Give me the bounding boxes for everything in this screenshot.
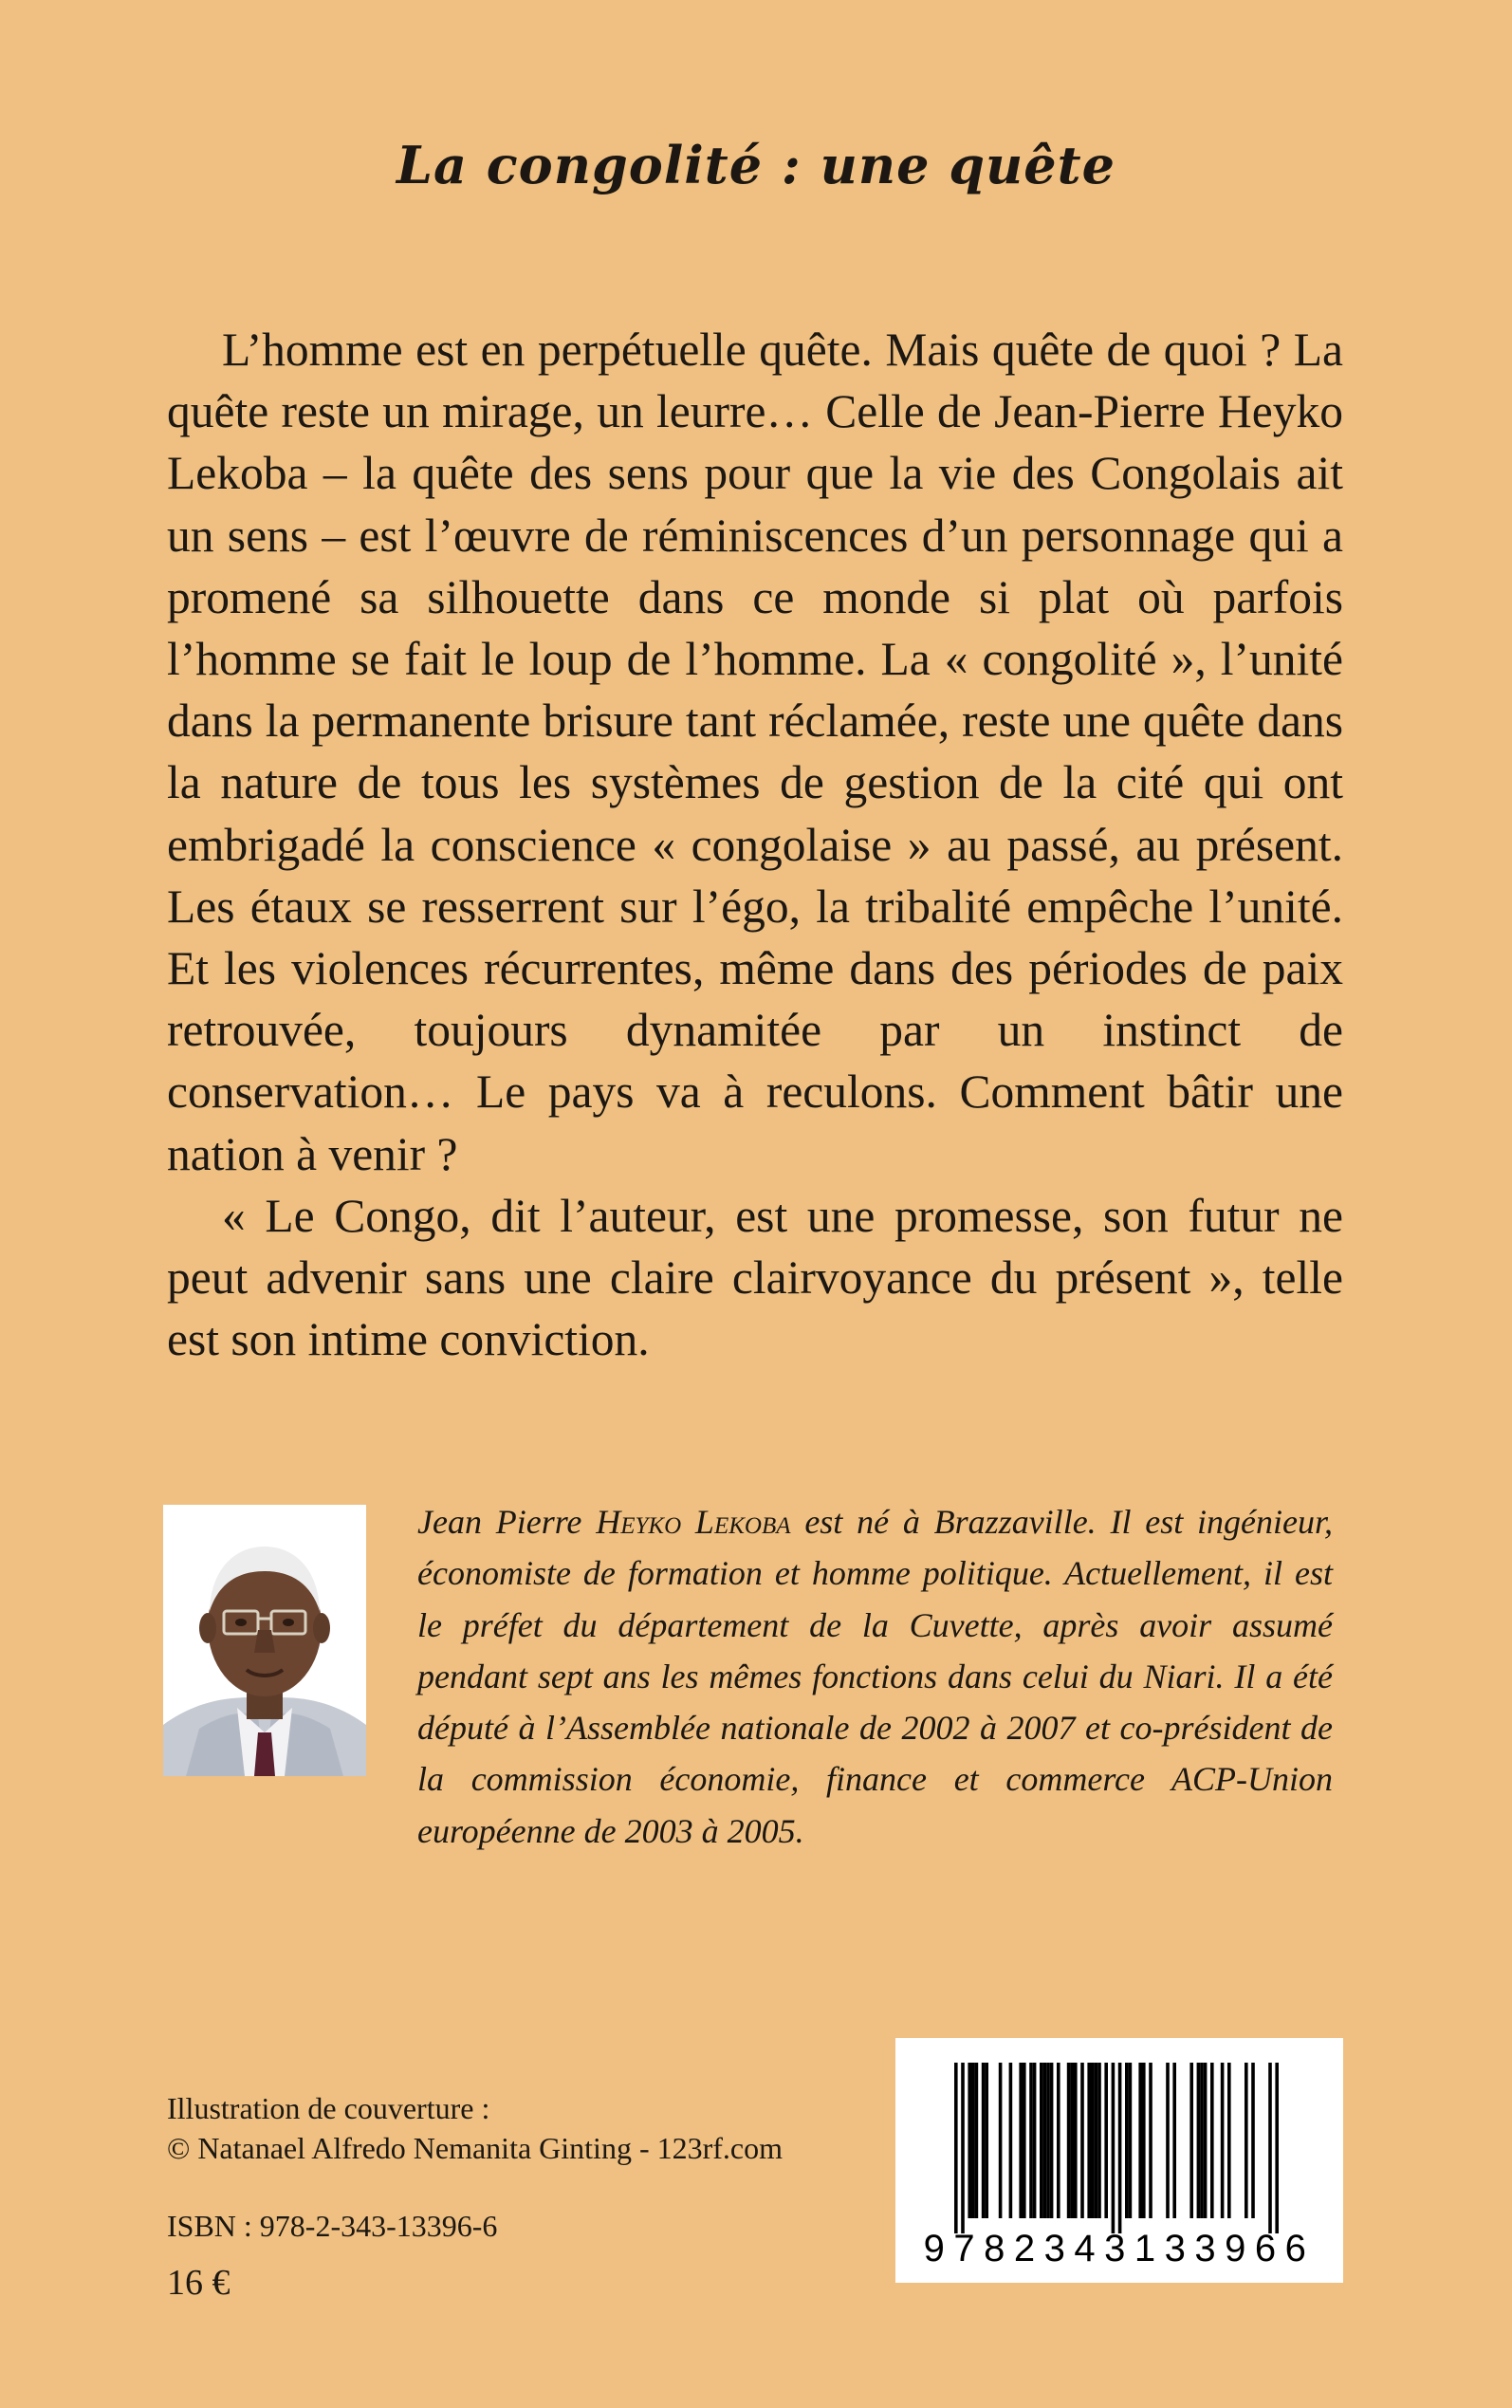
illustration-credit-source: © Natanael Alfredo Nemanita Ginting - 123rf.com: [167, 2131, 783, 2165]
barcode-bar: [1046, 2063, 1050, 2218]
barcode-bar: [1097, 2063, 1101, 2218]
barcode-bar: [1050, 2063, 1054, 2218]
barcode-bar: [982, 2063, 986, 2218]
barcode-bar: [999, 2063, 1003, 2218]
author-last-name: Heyko Lekoba: [596, 1503, 791, 1541]
barcode-bar: [1040, 2063, 1043, 2218]
barcode-bar: [1091, 2063, 1095, 2218]
blurb-paragraph-2: « Le Congo, dit l’auteur, est une promesse, son futur ne peut advenir sans une claire clairvoyance du présent », telle est son intime conviction.: [167, 1189, 1343, 1366]
barcode-bar: [1043, 2063, 1047, 2218]
barcode-bar: [1074, 2063, 1078, 2218]
barcode-bar: [1227, 2063, 1231, 2218]
barcode-bar: [1149, 2063, 1152, 2218]
barcode-bar: [1095, 2063, 1098, 2218]
barcode-bar: [1142, 2063, 1146, 2218]
barcode-bar: [1245, 2063, 1248, 2218]
barcode-bar: [1172, 2063, 1176, 2218]
barcode-bar: [1067, 2063, 1071, 2218]
barcode-bar: [1029, 2063, 1033, 2218]
barcode-bar: [1019, 2063, 1023, 2218]
barcode-bar: [1009, 2063, 1013, 2218]
price: 16 €: [167, 2263, 230, 2303]
barcode-bar: [954, 2063, 958, 2233]
barcode-bar: [1125, 2063, 1129, 2218]
barcode-bar: [1033, 2063, 1037, 2218]
barcode-digits: 9782343133966: [923, 2228, 1316, 2269]
isbn: ISBN : 978-2-343-13396-6: [167, 2209, 498, 2243]
barcode-bar: [1200, 2063, 1204, 2218]
author-bio: [417, 1496, 1333, 1857]
barcode-bar: [975, 2063, 979, 2218]
barcode-bar: [1070, 2063, 1074, 2218]
illustration-credit: [167, 2088, 783, 2168]
barcode-bar: [1118, 2063, 1122, 2233]
barcode-bar: [1275, 2063, 1279, 2233]
author-bio-text: est né à Brazzaville. Il est ingénieur, économiste de formation et homme politique. Actuellement, il est le préfet du département de la Cuvette, après avoir assumé pendant sept ans les mêmes fonctions dans celui du Niari. Il a été député à l’Assemblée nationale de 2002 à 2007 et co-président de la commission économie, finance et commerce ACP-Union européenne de 2003 à 2005.: [417, 1503, 1334, 1850]
barcode-bar: [971, 2063, 975, 2218]
barcode-bar: [1129, 2063, 1133, 2218]
barcode-bar: [1197, 2063, 1201, 2218]
barcode: [895, 2038, 1343, 2283]
book-title: La congolité : une quête: [396, 135, 1116, 195]
barcode-bar: [1204, 2063, 1208, 2218]
barcode-bar: [1104, 2063, 1108, 2218]
barcode-bar: [1268, 2063, 1272, 2233]
barcode-bar: [1057, 2063, 1060, 2218]
barcode-bar: [1112, 2063, 1116, 2233]
author-photo: [163, 1505, 366, 1776]
blurb-paragraph-1: L’homme est en perpétuelle quête. Mais quête de quoi ? La quête reste un mirage, un leurre… Celle de Jean-Pierre Heyko Lekoba – la quête des sens pour que la vie des Congolais ait un sens – est l’œuvre de réminiscences d’un personnage qui a promené sa silhouette dans ce monde si plat où parfois l’homme se fait le loup de l’homme. La « congolité », l’unité dans la permanente brisure tant réclamée, reste une quête dans la nature de tous les systèmes de gestion de la cité qui ont embrigadé la conscience « congolaise » au passé, au présent. Les étaux se resserrent sur l’égo, la tribalité empêche l’unité. Et les violences récurrentes, même dans des périodes de paix retrouvée, toujours dynamitée par un instinct de conservation… Le pays va à reculons. Comment bâtir une nation à venir ?: [167, 324, 1343, 1180]
barcode-bar: [1210, 2063, 1214, 2218]
author-portrait-icon: [163, 1505, 366, 1776]
author-first-name: Jean Pierre: [417, 1503, 582, 1541]
barcode-bar: [1166, 2063, 1170, 2218]
illustration-credit-label: Illustration de couverture :: [167, 2091, 490, 2125]
barcode-bar: [1138, 2063, 1142, 2218]
barcode-bar: [1251, 2063, 1255, 2218]
barcode-bar: [1221, 2063, 1225, 2218]
barcode-bar: [968, 2063, 971, 2218]
barcode-bar: [1023, 2063, 1026, 2218]
barcode-bar: [961, 2063, 965, 2233]
blurb: [167, 319, 1343, 1370]
barcode-bar: [1189, 2063, 1193, 2218]
barcode-bar: [1087, 2063, 1091, 2218]
barcode-bar: [985, 2063, 988, 2218]
barcode-bar: [1080, 2063, 1084, 2218]
